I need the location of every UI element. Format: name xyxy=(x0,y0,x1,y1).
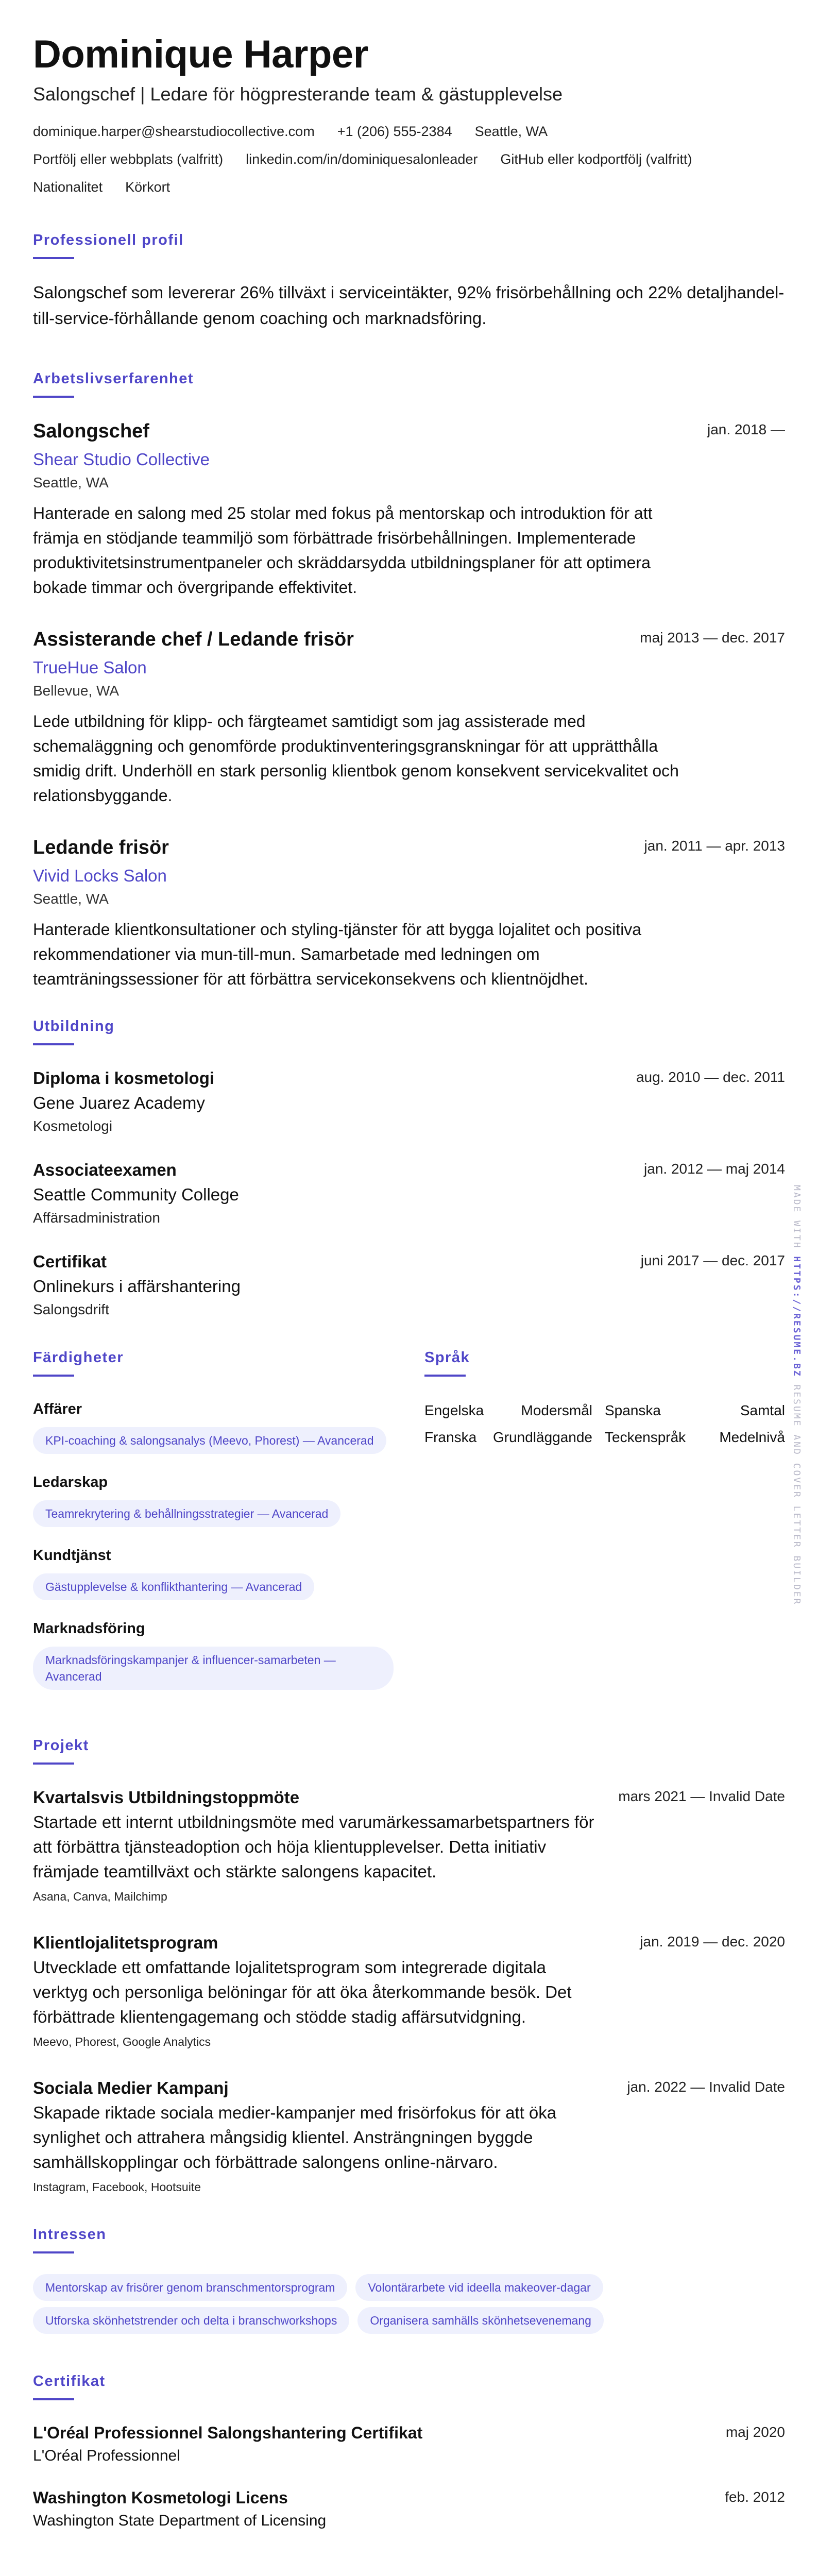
contact-github[interactable]: GitHub eller kodportfölj (valfritt) xyxy=(500,151,692,167)
candidate-name: Dominique Harper xyxy=(33,32,368,76)
project-description: Startade ett internt utbildningsmöte med varumärkessamarbetspartners för att förbättra tjänsteadoption och höja klientupplevelser. Detta initiativ främjade teamtillväxt och stärkte salongens kapacitet. xyxy=(33,1812,594,1881)
section-title-experience: Arbetslivserfarenhet xyxy=(33,370,194,387)
section-title-interests: Intressen xyxy=(33,2226,107,2243)
project-date: jan. 2019 — dec. 2020 xyxy=(640,1934,785,1950)
education-date: juni 2017 — dec. 2017 xyxy=(640,1252,785,1268)
language-row xyxy=(424,1424,785,1451)
interest-chip: Organisera samhälls skönhetsevenemang xyxy=(357,2307,604,2334)
education-entry xyxy=(33,1249,785,1320)
job-title: Salongschef xyxy=(33,420,149,442)
skill-group xyxy=(33,1544,424,1600)
project-title: Sociala Medier Kampanj xyxy=(33,2078,229,2097)
project-description: Utvecklade ett omfattande lojalitetsprogram som integrerade digitala verktyg och personliga belöningar för att öka återkommande besök. Det förbättrade klientengagemang och stödde stadig affärsutvidgning. xyxy=(33,1958,572,2026)
language-name: Teckenspråk xyxy=(605,1429,686,1445)
section-title-skills: Färdigheter xyxy=(33,1349,124,1366)
section-rule xyxy=(33,396,74,398)
certificate-title: L'Oréal Professionnel Salongshantering Certifikat xyxy=(33,2424,423,2442)
contact-license: Körkort xyxy=(125,179,171,195)
section-rule xyxy=(33,2251,74,2253)
education-school: Seattle Community College xyxy=(33,1185,239,1204)
job-description: Lede utbildning för klipp- och färgteamet samtidigt som jag assisterade med schemaläggning och genomförde produktinventeringsgranskningar för att upprätthålla smidig drift. Underhöll en stark personlig klientbok genom konsekvent servicekvalitet och relationsbyggande. xyxy=(33,712,679,805)
education-entry xyxy=(33,1066,785,1137)
skill-group xyxy=(33,1397,424,1454)
section-rule xyxy=(33,2398,74,2400)
skill-group-name: Kundtjänst xyxy=(33,1547,111,1564)
job-description: Hanterade klientkonsultationer och styling-tjänster för att bygga lojalitet och positiva rekommendationer via mun-till-mun. Samarbetade med ledningen om teamträningssessioner för att förbättra servicekonsekvens och klientnöjdhet. xyxy=(33,920,642,988)
job-company: Vivid Locks Salon xyxy=(33,866,167,885)
job-title: Ledande frisör xyxy=(33,837,169,858)
project-tools: Meevo, Phorest, Google Analytics xyxy=(33,2035,211,2048)
skill-group-name: Marknadsföring xyxy=(33,1620,145,1637)
project-tools: Instagram, Facebook, Hootsuite xyxy=(33,2180,201,2194)
education-entry xyxy=(33,1158,785,1229)
interest-chips xyxy=(33,2268,785,2334)
education-field: Affärsadministration xyxy=(33,1210,160,1226)
project-title: Kvartalsvis Utbildningstoppmöte xyxy=(33,1788,300,1807)
section-title-education: Utbildning xyxy=(33,1018,115,1035)
project-date: jan. 2022 — Invalid Date xyxy=(627,2079,785,2095)
watermark-text xyxy=(791,1185,802,1605)
project-entry xyxy=(33,2076,785,2197)
job-description: Hanterade en salong med 25 stolar med fokus på mentorskap och introduktion för att främja en stödjande teammiljö som förbättrade frisörbehållningen. Implementerade produktivitetsinstrumentpaneler och skräddarsydda utbildningsplaner för att optimera bokade timmar och övergripande effektivitet. xyxy=(33,504,653,597)
watermark-prefix: MADE WITH xyxy=(791,1185,802,1249)
education-school: Gene Juarez Academy xyxy=(33,1093,205,1112)
education-date: jan. 2012 — maj 2014 xyxy=(644,1161,785,1177)
certificate-date: maj 2020 xyxy=(725,2424,785,2440)
language-name: Spanska xyxy=(605,1402,661,1418)
job-date: jan. 2011 — apr. 2013 xyxy=(644,838,785,854)
section-title-projects: Projekt xyxy=(33,1737,89,1754)
section-rule xyxy=(33,257,74,259)
interest-chip: Volontärarbete vid ideella makeover-dagar xyxy=(355,2274,603,2301)
language-level: Medelnivå xyxy=(719,1429,785,1445)
job-date: maj 2013 — dec. 2017 xyxy=(640,630,785,646)
project-title: Klientlojalitetsprogram xyxy=(33,1933,218,1952)
skill-chip: Teamrekrytering & behållningsstrategier — Avancerad xyxy=(33,1500,340,1527)
education-degree: Diploma i kosmetologi xyxy=(33,1069,215,1088)
job-location: Bellevue, WA xyxy=(33,683,120,699)
job-entry xyxy=(33,835,785,991)
projects-section xyxy=(33,1737,785,2197)
language-row xyxy=(424,1397,785,1424)
certificate-issuer: L'Oréal Professionnel xyxy=(33,2447,180,2464)
certificate-issuer: Washington State Department of Licensing xyxy=(33,2512,327,2529)
section-rule xyxy=(33,1375,74,1377)
job-title: Assisterande chef / Ledande frisör xyxy=(33,629,354,650)
skill-chip: Marknadsföringskampanjer & influencer-samarbeten — Avancerad xyxy=(33,1647,394,1690)
language-name: Engelska xyxy=(424,1402,484,1418)
interests-section xyxy=(33,2226,785,2334)
certificate-entry xyxy=(33,2486,785,2532)
section-title-profile: Professionell profil xyxy=(33,232,184,248)
project-tools: Asana, Canva, Mailchimp xyxy=(33,1890,167,1903)
language-level: Grundläggande xyxy=(492,1429,592,1445)
contact-email[interactable]: dominique.harper@shearstudiocollective.com xyxy=(33,124,315,139)
section-title-certificates: Certifikat xyxy=(33,2373,106,2389)
watermark-suffix: RESUME AND COVER LETTER BUILDER xyxy=(791,1384,802,1606)
job-company: TrueHue Salon xyxy=(33,658,147,677)
contact-location: Seattle, WA xyxy=(474,124,548,139)
contact-phone[interactable]: +1 (206) 555-2384 xyxy=(337,124,452,139)
skills-section xyxy=(33,1349,424,1706)
skill-group xyxy=(33,1617,424,1690)
project-date: mars 2021 — Invalid Date xyxy=(618,1788,785,1804)
skill-group-name: Affärer xyxy=(33,1401,82,1417)
education-date: aug. 2010 — dec. 2011 xyxy=(636,1069,785,1085)
job-location: Seattle, WA xyxy=(33,891,109,907)
candidate-headline: Salongschef | Ledare för högpresterande team & gästupplevelse xyxy=(33,83,563,105)
section-rule xyxy=(33,1762,74,1765)
certificate-title: Washington Kosmetologi Licens xyxy=(33,2488,288,2507)
education-section xyxy=(33,1018,785,1320)
resume-content xyxy=(33,32,785,2532)
job-entry xyxy=(33,418,785,600)
job-company: Shear Studio Collective xyxy=(33,450,210,469)
skill-group-name: Ledarskap xyxy=(33,1474,108,1490)
watermark-link[interactable]: HTTPS://RESUME.BZ xyxy=(791,1256,802,1378)
education-degree: Certifikat xyxy=(33,1252,107,1271)
job-date: jan. 2018 — xyxy=(707,421,785,437)
skill-chip: Gästupplevelse & konflikthantering — Avancerad xyxy=(33,1573,314,1600)
contact-info xyxy=(33,117,785,201)
language-level: Modersmål xyxy=(521,1402,592,1418)
project-entry xyxy=(33,1785,785,1907)
job-location: Seattle, WA xyxy=(33,474,109,490)
project-description: Skapade riktade sociala medier-kampanjer med frisörfokus för att öka synlighet och attrahera mångsidig klientel. Ansträngningen byggde samhällskopplingar och förbättrade salongens online-närvaro. xyxy=(33,2103,557,2172)
certificate-date: feb. 2012 xyxy=(725,2489,785,2505)
skill-group xyxy=(33,1470,424,1527)
education-school: Onlinekurs i affärshantering xyxy=(33,1277,241,1296)
skill-chip: KPI-coaching & salongsanalys (Meevo, Phorest) — Avancerad xyxy=(33,1427,386,1454)
project-entry xyxy=(33,1930,785,2052)
section-rule xyxy=(33,1043,74,1045)
contact-portfolio[interactable]: Portfölj eller webbplats (valfritt) xyxy=(33,151,224,167)
contact-linkedin[interactable]: linkedin.com/in/dominiquesalonleader xyxy=(246,151,478,167)
language-level: Samtal xyxy=(740,1402,785,1418)
profile-section xyxy=(33,232,785,331)
made-with-watermark xyxy=(789,1185,810,1649)
contact-nationality: Nationalitet xyxy=(33,179,103,195)
education-degree: Associateexamen xyxy=(33,1160,177,1179)
education-field: Kosmetologi xyxy=(33,1118,113,1134)
languages-section xyxy=(424,1349,785,1706)
job-entry xyxy=(33,626,785,808)
section-rule xyxy=(424,1375,466,1377)
certificates-section xyxy=(33,2373,785,2532)
education-field: Salongsdrift xyxy=(33,1301,109,1317)
certificate-entry xyxy=(33,2421,785,2467)
interest-chip: Utforska skönhetstrender och delta i branschworkshops xyxy=(33,2307,349,2334)
language-name: Franska xyxy=(424,1429,477,1445)
experience-section xyxy=(33,370,785,991)
interest-chip: Mentorskap av frisörer genom branschmentorsprogram xyxy=(33,2274,347,2301)
section-title-languages: Språk xyxy=(424,1349,470,1366)
profile-summary: Salongschef som levererar 26% tillväxt i serviceintäkter, 92% frisörbehållning och 22% detaljhandel-till-service-förhållande genom coaching och marknadsföring. xyxy=(33,283,785,328)
skills-languages-row xyxy=(33,1349,785,1706)
